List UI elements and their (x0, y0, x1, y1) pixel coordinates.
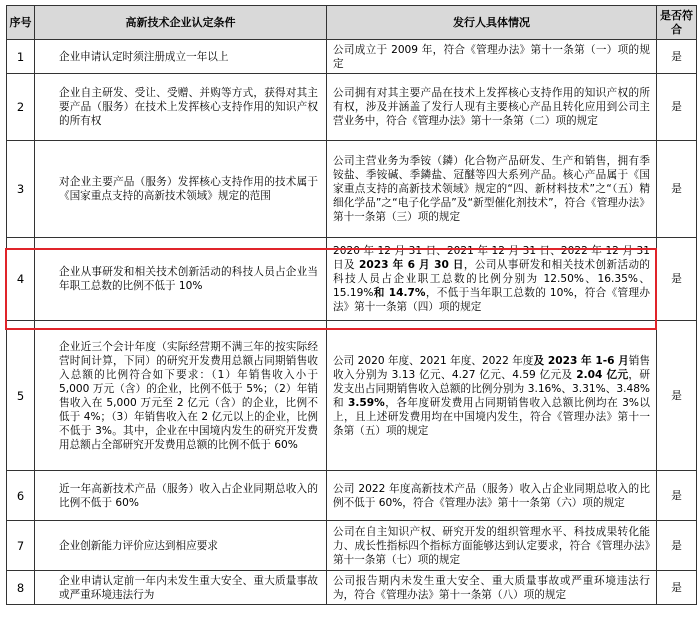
row-no: 4 (7, 238, 35, 321)
detail-text: ，公司从事研发和相关技术创新活动的科技人员占企业职工总数的比例分别为 12.50%、16.35%、15.19% (333, 259, 651, 299)
table-row (7, 571, 697, 605)
row-detail: 公司拥有对其主要产品在技术上发挥核心支持作用的知识产权的所有权，涉及并涵盖了发行人现有主要核心产品且转化应用到公司主营业务中，符合《管理办法》第十一条第（二）项的规定 (327, 74, 657, 141)
detail-text: ，不低于当年职工总数的 10%，符合《管理办法》第十一条第（四）项的规定 (333, 287, 650, 313)
table-row (7, 471, 697, 521)
row-no: 3 (7, 141, 35, 238)
detail-bold: 2023 年 6 月 30 日 (354, 259, 464, 271)
detail-text: ，研发支出占同期销售收入总额的比例分别为 3.16%、3.31%、3.48%和 (333, 368, 650, 409)
row-compliant: 是 (657, 74, 697, 141)
detail-text: 公司 2020 年度、2021 年度、2022 年度 (333, 354, 534, 367)
row-condition: 企业自主研发、受让、受赠、并购等方式，获得对其主要产品（服务）在技术上发挥核心支持作用的知识产权的所有权 (35, 74, 327, 141)
table-row (7, 238, 697, 321)
detail-bold: 2.04 亿元 (576, 368, 629, 381)
detail-bold: 和 14.7% (373, 287, 426, 299)
row-compliant: 是 (657, 40, 697, 74)
detail-text: ，各年度研发费用占同期销售收入总额比例均在 3%以上，且上述研发费用均在中国境内发生，符合《管理办法》第十一条第（五）项的规定 (333, 396, 650, 437)
row-detail: 公司报告期内未发生重大安全、重大质量事故或严重环境违法行为，符合《管理办法》第十一条第（八）项的规定 (327, 571, 657, 605)
row-condition: 企业近三个会计年度（实际经营期不满三年的按实际经营时间计算，下同）的研究开发费用总额占同期销售收入总额的比例符合如下要求：（1）年销售收入小于 5,000 万元（含）的企业，比例不低于 5%；（2）年销售收入在 5,000 万元至 2 亿元（含）的企业，比例不低于 4%；（3）年销售收入在 2 亿元以上的企业，比例不低于 3%。其中，企业在中国境内发生的研究开发费用总额占全部研究开发费用总额的比例不低于 60% (35, 321, 327, 471)
row-detail: 公司 2022 年度高新技术产品（服务）收入占企业同期总收入的比例不低于 60%，符合《管理办法》第十一条第（六）项的规定 (327, 471, 657, 521)
row-no: 6 (7, 471, 35, 521)
row-no: 8 (7, 571, 35, 605)
row-no: 7 (7, 521, 35, 571)
row-compliant: 是 (657, 321, 697, 471)
row-no: 2 (7, 74, 35, 141)
row-no: 1 (7, 40, 35, 74)
table-row (7, 40, 697, 74)
row-condition: 对企业主要产品（服务）发挥核心支持作用的技术属于《国家重点支持的高新技术领域》规定的范围 (35, 141, 327, 238)
row-condition: 企业申请认定前一年内未发生重大安全、重大质量事故或严重环境违法行为 (35, 571, 327, 605)
detail-bold: 3.59% (347, 396, 385, 409)
header-row (7, 6, 697, 40)
row-condition: 企业申请认定时须注册成立一年以上 (35, 40, 327, 74)
row-compliant: 是 (657, 471, 697, 521)
row-compliant: 是 (657, 141, 697, 238)
header-condition: 高新技术企业认定条件 (35, 6, 327, 40)
row-condition: 企业从事研发和相关技术创新活动的科技人员占企业当年职工总数的比例不低于 10% (35, 238, 327, 321)
header-detail: 发行人具体情况 (327, 6, 657, 40)
row-condition: 近一年高新技术产品（服务）收入占企业同期总收入的比例不低于 60% (35, 471, 327, 521)
row-detail: 公司成立于 2009 年，符合《管理办法》第十一条第（一）项的规定 (327, 40, 657, 74)
row-compliant: 是 (657, 238, 697, 321)
detail-bold: 及 2023 年 1-6 月 (533, 354, 629, 367)
detail-text: 销售收入分别为 3.13 亿元、4.27 亿元、4.59 亿元及 (333, 354, 650, 381)
certification-table (6, 5, 697, 605)
header-compliant: 是否符合 (657, 6, 697, 40)
row-no: 5 (7, 321, 35, 471)
row-detail: 公司主营业务为季铵（鏻）化合物产品研发、生产和销售，拥有季铵盐、季铵碱、季鏻盐、冠醚等四大系列产品。核心产品属于《国家重点支持的高新技术领域》规定的“四、新材料技术”之“（五）精细化学品”之“电子化学品”及“新型催化剂技术”，符合《管理办法》第十一条第（三）项的规定 (327, 141, 657, 238)
row-detail (327, 321, 657, 471)
header-no: 序号 (7, 6, 35, 40)
table-row (7, 321, 697, 471)
row-compliant: 是 (657, 571, 697, 605)
detail-text: 2020 年 12 月 31 日、2021 年 12 月 31 日、2022 年 12 月 31 日及 (333, 245, 650, 271)
table-row (7, 521, 697, 571)
row-detail: 公司在自主知识产权、研究开发的组织管理水平、科技成果转化能力、成长性指标四个指标方面能够达到认定要求，符合《管理办法》第十一条第（七）项的规定 (327, 521, 657, 571)
table-row (7, 141, 697, 238)
row-detail (327, 238, 657, 321)
table-row (7, 74, 697, 141)
row-condition: 企业创新能力评价应达到相应要求 (35, 521, 327, 571)
row-compliant: 是 (657, 521, 697, 571)
